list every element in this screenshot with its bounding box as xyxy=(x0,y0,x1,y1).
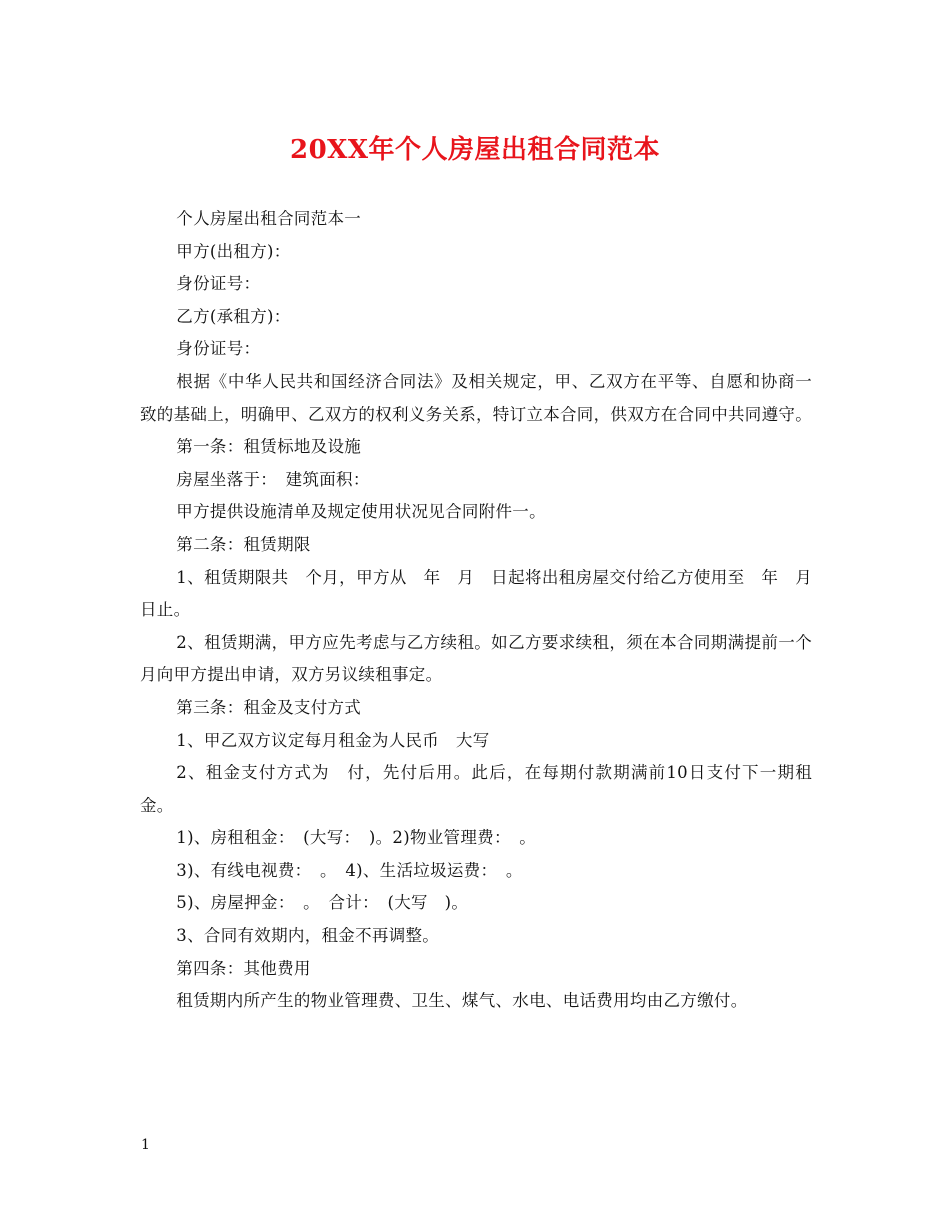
paragraph: 2、租赁期满，甲方应先考虑与乙方续租。如乙方要求续租，须在本合同期满提前一个月向甲方提出申请，双方另议续租事定。 xyxy=(140,632,812,685)
paragraph: 1、甲乙双方议定每月租金为人民币 大写 xyxy=(176,730,490,750)
section-heading: 第一条：租赁标地及设施 xyxy=(176,437,362,457)
paragraph: 3、合同有效期内，租金不再调整。 xyxy=(176,926,440,946)
paragraph: 甲方提供设施清单及规定使用状况见合同附件一。 xyxy=(176,502,546,522)
section-heading: 第四条：其他费用 xyxy=(176,958,311,978)
paragraph: 个人房屋出租合同范本一 xyxy=(176,209,362,228)
page-number: 1 xyxy=(141,1137,150,1153)
paragraph: 5)、房屋押金： 。 合计： (大写 )。 xyxy=(176,893,469,913)
paragraph: 身份证号： xyxy=(176,339,261,359)
section-heading: 第三条：租金及支付方式 xyxy=(176,697,362,717)
document-body xyxy=(140,203,829,1018)
document-title: 20XX年个人房屋出租合同范本 xyxy=(289,135,661,165)
paragraph: 1)、房租租金： (大写： )。2)物业管理费： 。 xyxy=(176,828,537,848)
paragraph: 身份证号： xyxy=(176,274,261,294)
paragraph: 乙方(承租方)： xyxy=(176,306,291,326)
paragraph: 甲方(出租方)： xyxy=(176,241,291,261)
paragraph: 租赁期内所产生的物业管理费、卫生、煤气、水电、电话费用均由乙方缴付。 xyxy=(176,991,748,1011)
section-heading: 第二条：租赁期限 xyxy=(176,534,311,554)
paragraph: 根据《中华人民共和国经济合同法》及相关规定，甲、乙双方在平等、自愿和协商一致的基础上，明确甲、乙双方的权利义务关系，特订立本合同，供双方在合同中共同遵守。 xyxy=(140,371,812,424)
paragraph: 房屋坐落于： 建筑面积： xyxy=(176,469,370,489)
paragraph: 3)、有线电视费： 。 4)、生活垃圾运费： 。 xyxy=(176,860,523,880)
paragraph: 2、租金支付方式为 付，先付后用。此后，在每期付款期满前10日支付下一期租金。 xyxy=(140,763,812,815)
paragraph: 1、租赁期限共 个月，甲方从 年 月 日起将出租房屋交付给乙方使用至 年 月 日止。 xyxy=(140,567,829,620)
